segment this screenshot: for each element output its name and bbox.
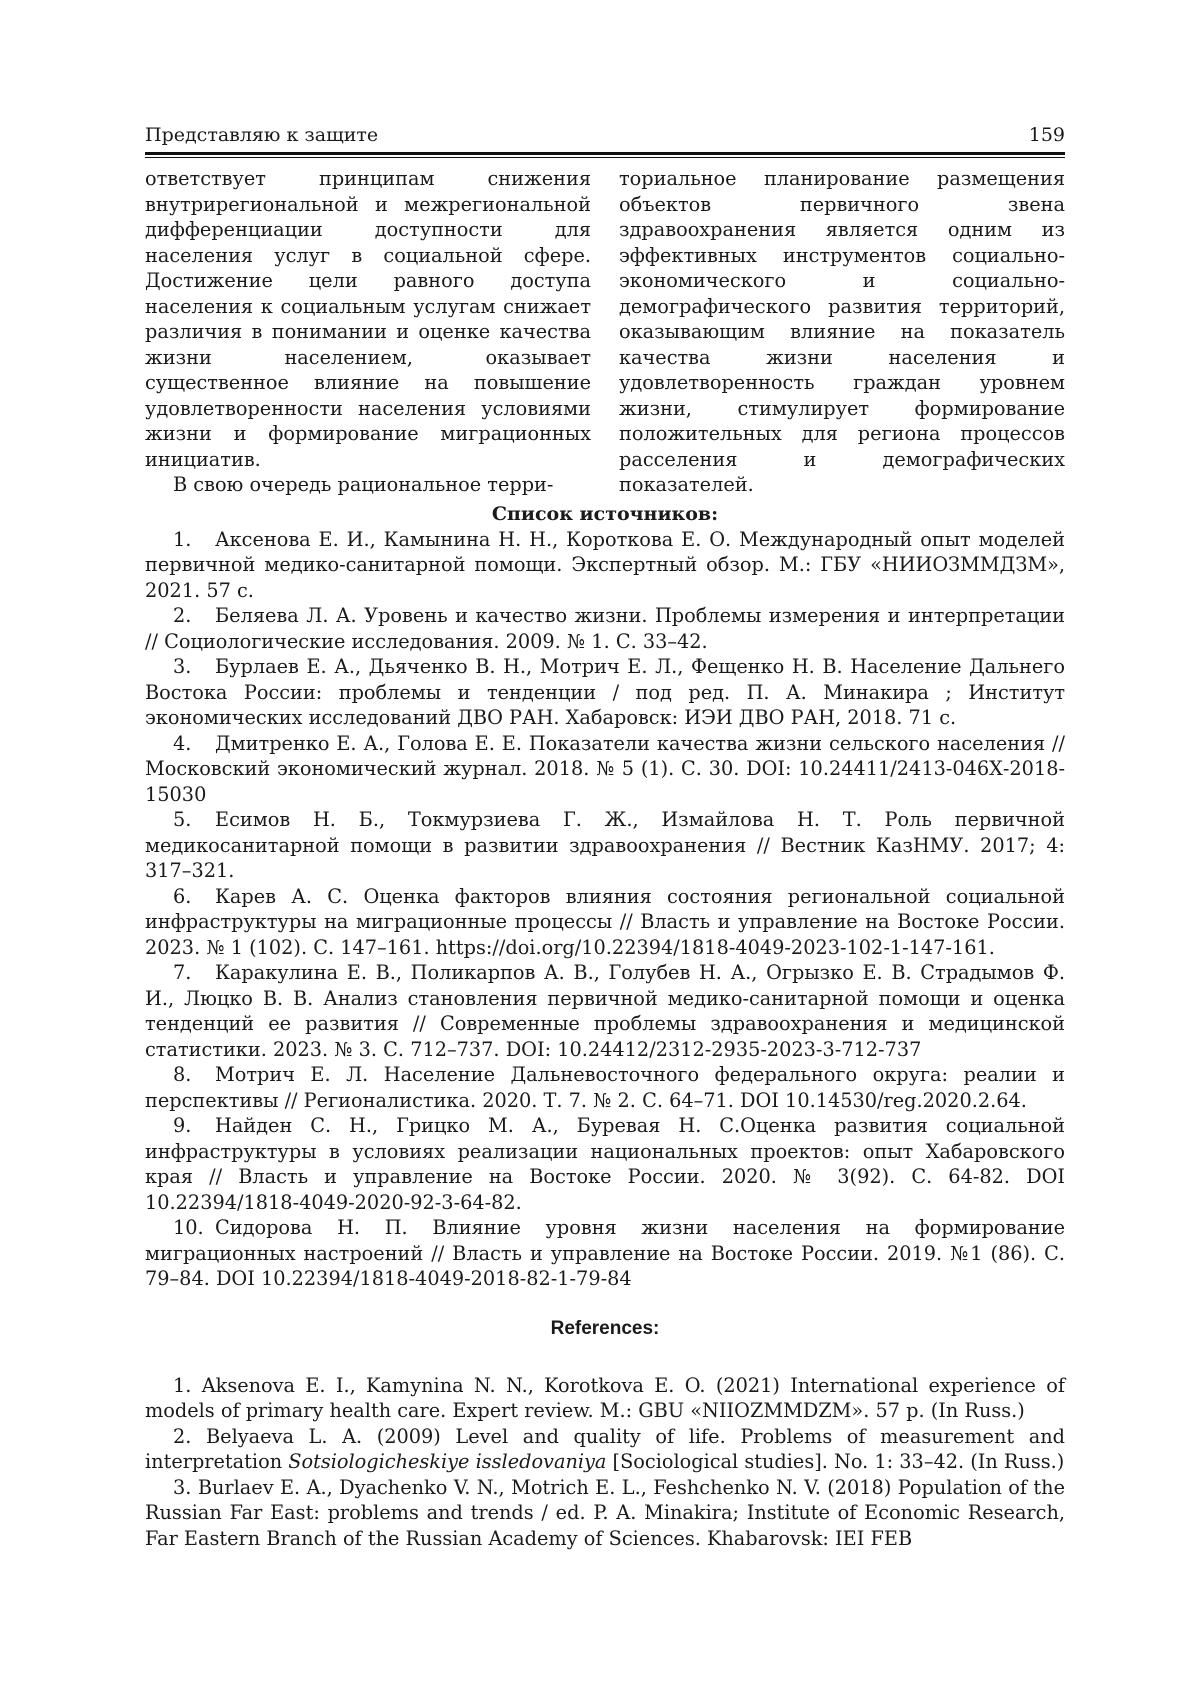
reference-number: 3. [173,1475,192,1499]
source-number: 6. [173,884,192,908]
sources-heading: Список источников: [491,502,719,525]
header-rule-thin [145,157,1065,158]
source-item [145,884,1065,961]
paragraph: ториальное планирование размещения объектов первичного звена здравоохранения является одним из эффективных инструментов социально-экономического и социально-демографического развития территорий, оказывающим влияние на показатель качества жизни населения и удовлетворенность граждан уровнем жизни, стимулирует формирование положительных для региона процессов расселения и демографических показателей. [619,167,1065,496]
source-text: Каракулина Е. В., Поликарпов А. В., Голубев Н. А., Огрызко Е. В. Страдымов Ф. И., Люцко В. В. Анализ становления первичной медико-санитарной помощи и оценка тенденций ее развития // Современные проблемы здравоохранения и медицинской статистики. 2023. № 3. С. 712–737. DOI: 10.24412/2312-2935-2023-3-712-737 [145,961,1065,1061]
source-item [145,654,1065,731]
source-number: 10. [173,1216,204,1239]
source-text: Есимов Н. Б., Токмурзиева Г. Ж., Измайлова Н. Т. Роль первичной медикосанитарной помощи в развитии здравоохранения // Вестник КазНМУ. 2017; 4: 317–321. [145,808,1065,882]
source-number: 9. [173,1114,192,1137]
page-number: 159 [1028,124,1065,146]
body-columns [145,166,1065,498]
reference-number: 2. [173,1424,192,1448]
reference-text-tail: [Sociological studies]. No. 1: 33–42. (In Russ.) [606,1450,1065,1473]
left-column [145,166,591,498]
source-text: Аксенова Е. И., Камынина Н. Н., Короткова Е. О. Международный опыт моделей первичной медико-санитарной помощи. Экспертный обзор. М.: ГБУ «НИИОЗММДЗМ», 2021. 57 с. [145,527,1065,602]
source-text: Беляева Л. А. Уровень и качество жизни. Проблемы измерения и интерпретации // Социологические исследования. 2009. № 1. С. 33–42. [145,604,1065,653]
source-text: Мотрич Е. Л. Население Дальневосточного федерального округа: реалии и перспективы // Регионалистика. 2020. Т. 7. № 2. С. 64–71. DOI 10.14530/reg.2020.2.64. [145,1063,1065,1112]
source-number: 8. [173,1063,192,1086]
source-number: 3. [173,655,192,678]
source-number: 7. [173,961,192,984]
references-heading: References: [550,1317,660,1339]
source-number: 5. [173,808,192,831]
source-text: Сидорова Н. П. Влияние уровня жизни населения на формирование миграционных настроений // Власть и управление на Востоке России. 2019. №1 (86). С. 79–84. DOI 10.22394/1818-4049-2018-82-1-79-84 [145,1216,1065,1290]
reference-number: 1. [173,1373,192,1397]
source-item [145,1113,1065,1215]
source-text: Найден С. Н., Грицко М. А., Буревая Н. С.Оценка развития социальной инфраструктуры в условиях реализации национальных проектов: опыт Хабаровского края // Власть и управление на Востоке России. 2020. № 3(92). С. 64-82. DOI 10.22394/1818-4049-2020-92-3-64-82. [145,1114,1065,1214]
right-column [619,166,1065,498]
source-item [145,960,1065,1062]
source-text: Карев А. С. Оценка факторов влияния состояния региональной социальной инфраструктуры на миграционные процессы // Власть и управление на Востоке России. 2023. № 1 (102). С. 147–161. https://doi.org/10.22394/1818-4049-2023-102-1-147-161. [145,884,1065,959]
reference-text: Belyaeva L. A. (2009) Level and quality of life. Problems of measurement and interpretation [145,1424,1065,1473]
source-item [145,1062,1065,1113]
source-number: 1. [173,527,192,551]
reference-journal: Sotsiologicheskiye issledovaniya [288,1450,607,1473]
reference-text: Aksenova E. I., Kamynina N. N., Korotkova E. O. (2021) International experience of models of primary health care. Expert review. M.: GBU «NIIOZMMDZM». 57 p. (In Russ.) [145,1373,1065,1422]
source-number: 2. [173,604,192,627]
reference-text: Burlaev E. A., Dyachenko V. N., Motrich E. L., Feshchenko N. V. (2018) Population of the Russian Far East: problems and trends / ed. P. A. Minakira; Institute of Economic Research, Far Eastern Branch of the Russian Academy of Sciences. Khabarovsk: IEI FEB [145,1475,1065,1550]
journal-page [145,118,1065,1551]
source-text: Бурлаев Е. А., Дьяченко В. Н., Мотрич Е. Л., Фещенко Н. В. Население Дальнего Востока России: проблемы и тенденции / под ред. П. А. Минакира ; Институт экономических исследований ДВО РАН. Хабаровск: ИЭИ ДВО РАН, 2018. 71 с. [145,655,1065,729]
header-rule-thick [145,152,1065,155]
source-item [145,603,1065,654]
source-item [145,807,1065,884]
reference-item [145,1373,1065,1424]
running-title: Представляю к защите [145,124,379,146]
sources-list [145,527,1065,1292]
source-item [145,527,1065,604]
source-item [145,731,1065,808]
reference-item [145,1475,1065,1552]
reference-item [145,1424,1065,1475]
running-header [145,118,1065,146]
source-text: Дмитренко Е. А., Голова Е. Е. Показатели качества жизни сельского населения // Московский экономический журнал. 2018. № 5 (1). С. 30. DOI: 10.24411/2413-046Х-2018-15030 [145,731,1065,806]
paragraph: ответствует принципам снижения внутрирегиональной и межрегиональной дифференциации доступности для населения услуг в социальной сфере. Достижение цели равного доступа населения к социальным услугам снижает различия в понимании и оценке качества жизни населением, оказывает существенное влияние на повышение удовлетворенности населения условиями жизни и формирование миграционных инициатив. [145,167,591,471]
references-list [145,1373,1065,1552]
source-number: 4. [173,731,192,755]
paragraph: В свою очередь рациональное терри- [173,473,554,496]
source-item [145,1215,1065,1292]
